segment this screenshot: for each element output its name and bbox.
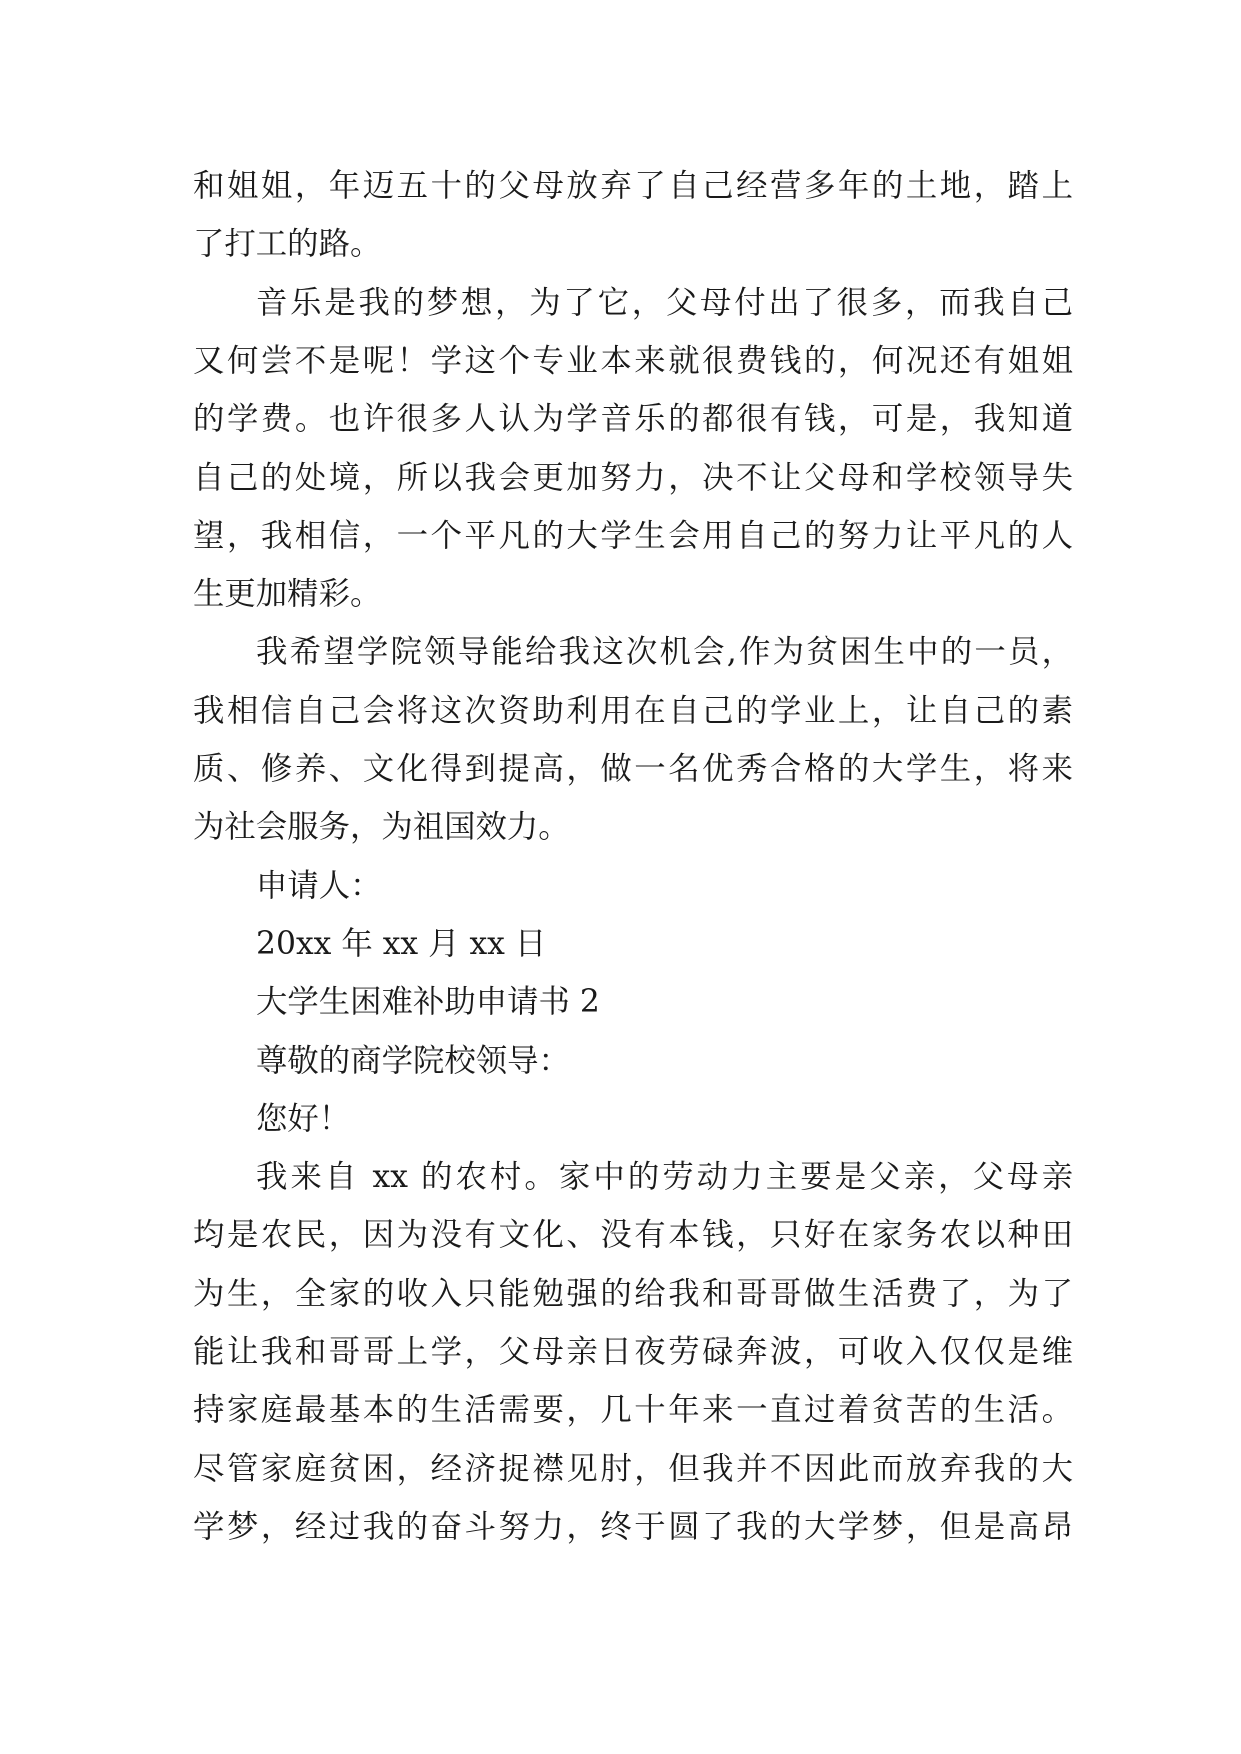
- text-line-5: 的学费。也许很多人认为学音乐的都很有钱，可是，我知道: [193, 401, 1073, 438]
- text-line-9: 我希望学院领导能给我这次机会,作为贫困生中的一员，: [256, 634, 1073, 671]
- date-line: 20xx 年 xx 月 xx 日: [256, 925, 547, 962]
- text-line-19: 均是农民，因为没有文化、没有本钱，只好在家务农以种田: [193, 1217, 1073, 1254]
- text-line-4: 又何尝不是呢！学这个专业本来就很费钱的，何况还有姐姐: [193, 342, 1073, 379]
- text-line-18: 我来自 xx 的农村。家中的劳动力主要是父亲，父母亲: [256, 1159, 1073, 1196]
- text-line-22: 持家庭最基本的生活需要，几十年来一直过着贫苦的生活。: [193, 1392, 1073, 1429]
- applicant-label: 申请人：: [256, 867, 382, 904]
- text-line-7: 望，我相信，一个平凡的大学生会用自己的努力让平凡的人: [193, 517, 1073, 554]
- text-line-3: 音乐是我的梦想，为了它，父母付出了很多，而我自己: [256, 284, 1073, 321]
- greeting: 您好！: [256, 1100, 351, 1137]
- text-line-12: 为社会服务，为祖国效力。: [193, 809, 570, 846]
- text-line-20: 为生，全家的收入只能勉强的给我和哥哥做生活费了，为了: [193, 1275, 1073, 1312]
- salutation: 尊敬的商学院校领导：: [256, 1042, 570, 1079]
- text-line-11: 质、修养、文化得到提高，做一名优秀合格的大学生，将来: [193, 751, 1073, 787]
- text-line-21: 能让我和哥哥上学，父母亲日夜劳碌奔波，可收入仅仅是维: [193, 1334, 1073, 1370]
- text-line-23: 尽管家庭贫困，经济捉襟见肘，但我并不因此而放弃我的大: [193, 1450, 1073, 1487]
- text-line-24: 学梦，经过我的奋斗努力，终于圆了我的大学梦，但是高昂: [193, 1508, 1073, 1545]
- text-line-2: 了打工的路。: [193, 226, 382, 263]
- text-line-1: 和姐姐，年迈五十的父母放弃了自己经营多年的土地，踏上: [193, 168, 1073, 204]
- text-line-8: 生更加精彩。: [193, 576, 382, 613]
- section-title: 大学生困难补助申请书 2: [256, 984, 600, 1021]
- text-line-10: 我相信自己会将这次资助利用在自己的学业上，让自己的素: [193, 692, 1073, 729]
- text-line-6: 自己的处境，所以我会更加努力，决不让父母和学校领导失: [193, 459, 1073, 496]
